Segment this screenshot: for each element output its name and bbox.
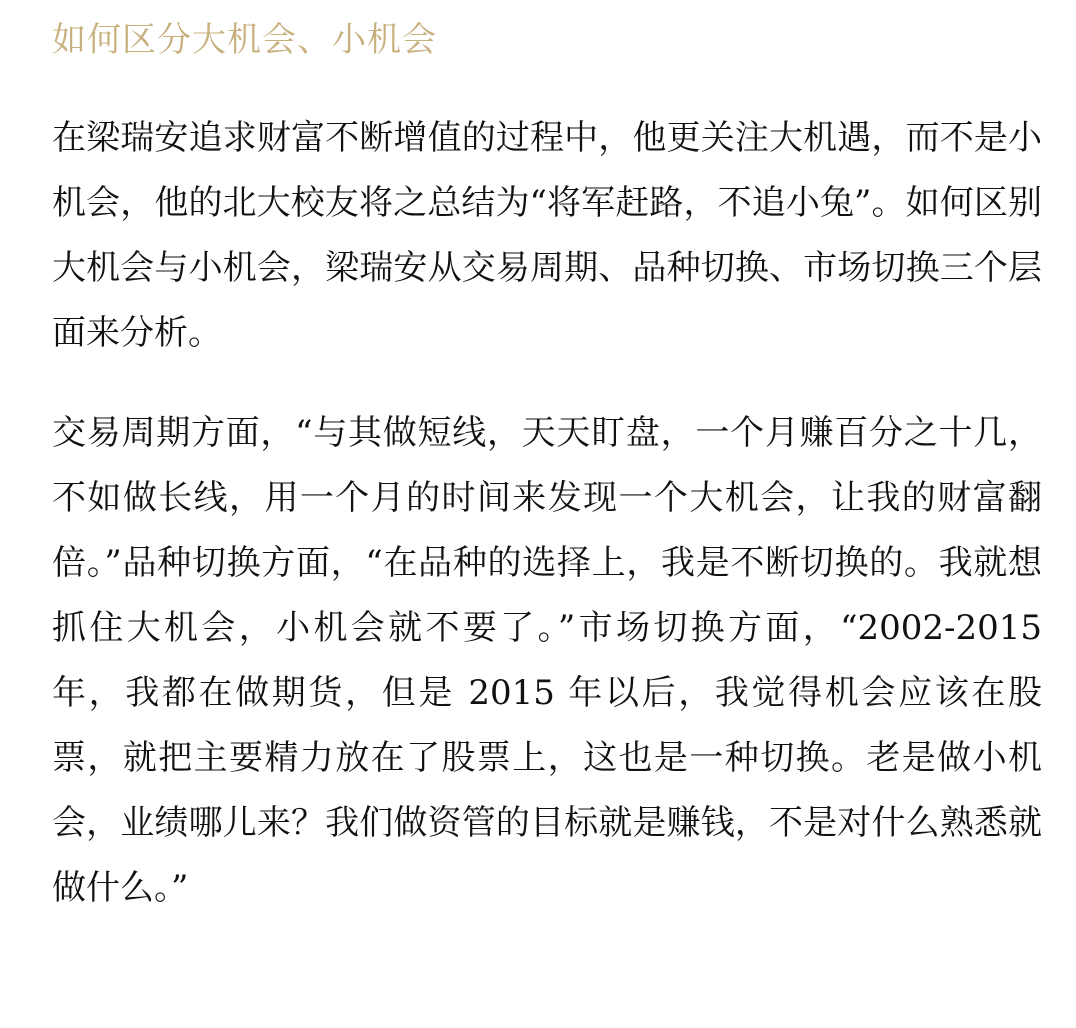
paragraph-intro: 在梁瑞安追求财富不断增值的过程中，他更关注大机遇，而不是小机会，他的北大校友将之总结为“将军赶路，不追小兔”。如何区别大机会与小机会，梁瑞安从交易周期、品种切换、市场切换三个层面来分析。: [52, 118, 1042, 353]
paragraph-quotes: 交易周期方面，“与其做短线，天天盯盘，一个月赚百分之十几，不如做长线，用一个月的时间来发现一个大机会，让我的财富翻倍。”品种切换方面，“在品种的选择上，我是不断切换的。我就想抓住大机会，小机会就不要了。”市场切换方面，“2002-2015 年，我都在做期货，但是 2015 年以后，我觉得机会应该在股票，就把主要精力放在了股票上，这也是一种切换。老是做小机会，业绩哪儿来？我们做资管的目标就是赚钱，不是对什么熟悉就做什么。”: [52, 413, 1042, 908]
section-heading: 如何区分大机会、小机会: [52, 20, 437, 60]
article: [52, 14, 1042, 921]
